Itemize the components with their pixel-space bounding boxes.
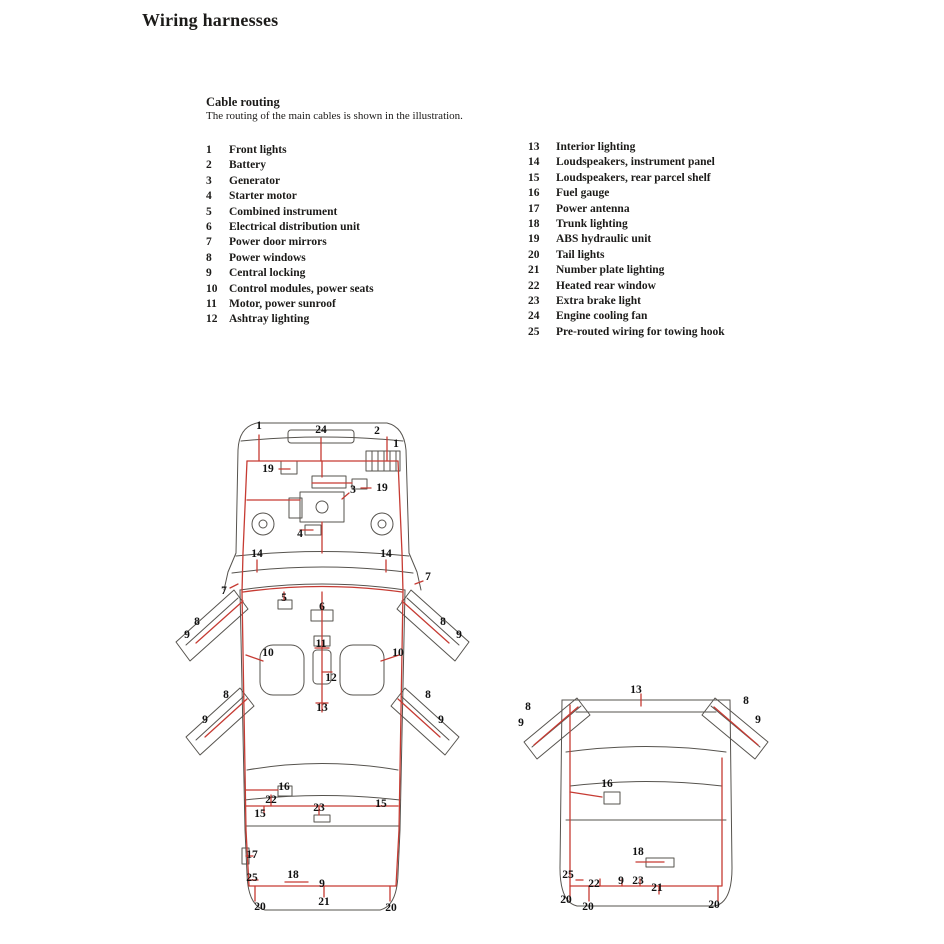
section-heading: Cable routing xyxy=(206,95,280,109)
legend-item-label: Interior lighting xyxy=(556,141,636,153)
legend-item-number: 11 xyxy=(206,298,217,311)
legend-item-label: Combined instrument xyxy=(229,205,338,218)
diagram-callout-10: 10 xyxy=(262,647,274,659)
legend-item-number: 13 xyxy=(528,141,540,153)
diagram-callout-20: 20 xyxy=(560,894,572,906)
legend-item-label: Motor, power sunroof xyxy=(229,298,336,311)
diagram-callout-8: 8 xyxy=(425,689,431,701)
legend-item-label: Loudspeakers, rear parcel shelf xyxy=(556,171,711,184)
diagram-callout-20: 20 xyxy=(708,899,720,911)
diagram-callout-9: 9 xyxy=(618,875,624,887)
legend-item-number: 4 xyxy=(206,190,212,203)
diagram-callout-24: 24 xyxy=(315,424,327,436)
brake-light-shape xyxy=(314,815,330,822)
legend-item-label: Fuel gauge xyxy=(556,187,610,200)
legend-item-number: 9 xyxy=(206,267,212,280)
diagram-callout-25: 25 xyxy=(246,872,258,884)
diagram-callout-22: 22 xyxy=(265,794,277,806)
diagram-callout-14: 14 xyxy=(251,548,263,560)
diagram-callout-18: 18 xyxy=(287,869,299,881)
diagram-callout-8: 8 xyxy=(440,616,446,628)
diagram-callout-9: 9 xyxy=(438,714,444,726)
diagram-callout-22: 22 xyxy=(588,878,600,890)
legend-item-label: Starter motor xyxy=(229,190,297,203)
legend-item-number: 7 xyxy=(206,236,212,249)
diagram-callout-9: 9 xyxy=(456,629,462,641)
diagram-callout-3: 3 xyxy=(350,484,356,496)
legend-item-number: 5 xyxy=(206,205,212,218)
engine-shape xyxy=(300,492,344,522)
diagram-callout-9: 9 xyxy=(755,714,761,726)
diagram-callout-23: 23 xyxy=(632,875,644,887)
legend-item-number: 3 xyxy=(206,174,212,187)
diagram-callout-21: 21 xyxy=(651,882,663,894)
legend-item-label: Central locking xyxy=(229,267,306,280)
diagram-callout-8: 8 xyxy=(223,689,229,701)
diagram-callout-7: 7 xyxy=(425,571,431,583)
side-car-outline xyxy=(524,698,768,906)
legend-item-number: 17 xyxy=(528,202,540,215)
legend-item-label: Extra brake light xyxy=(556,295,641,308)
diagram-callout-19: 19 xyxy=(262,463,274,475)
legend-item-number: 10 xyxy=(206,282,218,295)
legend-item-number: 1 xyxy=(206,144,212,156)
legend-item-number: 18 xyxy=(528,218,540,231)
legend-item-label: Battery xyxy=(229,159,267,172)
diagram-callout-4: 4 xyxy=(297,528,303,540)
legend-item-number: 25 xyxy=(528,325,540,338)
diagram-callout-8: 8 xyxy=(743,695,749,707)
legend-item-number: 2 xyxy=(206,159,212,172)
diagram-callout-9: 9 xyxy=(518,717,524,729)
diagram-callout-12: 12 xyxy=(325,672,337,684)
diagram-callout-9: 9 xyxy=(184,629,190,641)
legend-item-number: 15 xyxy=(528,171,540,184)
diagram-callout-15: 15 xyxy=(254,808,266,820)
diagram-callout-18: 18 xyxy=(632,846,644,858)
diagram-callout-20: 20 xyxy=(385,902,397,914)
diagram-callout-21: 21 xyxy=(318,896,330,908)
diagram-callout-9: 9 xyxy=(319,878,325,890)
generator-shape xyxy=(316,501,328,513)
legend-item-label: Trunk lighting xyxy=(556,218,628,231)
front-seat-right-shape xyxy=(340,645,384,695)
legend-item-label: Number plate lighting xyxy=(556,264,665,277)
legend-item-label: Power door mirrors xyxy=(229,236,327,249)
diagram-callout-8: 8 xyxy=(194,616,200,628)
diagram-callout-20: 20 xyxy=(582,901,594,913)
fuel-gauge-shape-side xyxy=(604,792,620,804)
legend-item-label: ABS hydraulic unit xyxy=(556,233,652,246)
legend-item-number: 20 xyxy=(528,248,540,261)
diagram-callout-2: 2 xyxy=(374,425,380,437)
diagram-callout-1: 1 xyxy=(256,420,262,432)
diagram-callout-16: 16 xyxy=(601,778,613,790)
legend-item-number: 23 xyxy=(528,295,540,308)
legend-item-number: 14 xyxy=(528,156,540,169)
diagram-callout-14: 14 xyxy=(380,548,392,560)
legend-item-label: Generator xyxy=(229,174,281,187)
legend-item-label: Ashtray lighting xyxy=(229,313,310,326)
legend-item-label: Control modules, power seats xyxy=(229,282,374,295)
section-subtitle: The routing of the main cables is shown in the illustration. xyxy=(206,110,463,122)
diagram-callout-16: 16 xyxy=(278,781,290,793)
diagram-callout-5: 5 xyxy=(281,592,287,604)
diagram-callout-25: 25 xyxy=(562,869,574,881)
diagram-callout-19: 19 xyxy=(376,482,388,494)
legend-item-number: 22 xyxy=(528,279,540,292)
diagram-callout-6: 6 xyxy=(319,601,325,613)
diagram-callout-17: 17 xyxy=(246,849,258,861)
abs-unit-shape xyxy=(281,461,297,474)
legend-item-label: Power antenna xyxy=(556,202,630,215)
legend-item-number: 12 xyxy=(206,313,218,326)
legend-item-label: Pre-routed wiring for towing hook xyxy=(556,325,725,338)
diagram-callout-15: 15 xyxy=(375,798,387,810)
page-title: Wiring harnesses xyxy=(142,10,279,30)
diagram-callout-9: 9 xyxy=(202,714,208,726)
legend-item-number: 19 xyxy=(528,233,540,246)
legend-item-label: Engine cooling fan xyxy=(556,310,648,323)
legend-item-label: Loudspeakers, instrument panel xyxy=(556,156,715,169)
diagram-callout-11: 11 xyxy=(315,638,327,650)
legend-item-label: Tail lights xyxy=(556,248,605,261)
legend-item-number: 8 xyxy=(206,251,212,264)
legend-item-label: Front lights xyxy=(229,144,287,156)
diagram-callout-13: 13 xyxy=(316,702,328,714)
legend-item-number: 16 xyxy=(528,187,540,200)
diagram-callout-13: 13 xyxy=(630,684,642,696)
legend-item-label: Electrical distribution unit xyxy=(229,221,360,234)
diagram-callout-8: 8 xyxy=(525,701,531,713)
legend-item-number: 24 xyxy=(528,310,540,323)
diagram-callout-20: 20 xyxy=(254,901,266,913)
legend-item-label: Power windows xyxy=(229,251,306,264)
diagram-callout-23: 23 xyxy=(313,802,325,814)
legend-item-number: 6 xyxy=(206,221,212,234)
legend-item-number: 21 xyxy=(528,264,540,277)
main-wiring-harness xyxy=(196,435,449,901)
diagram-callout-10: 10 xyxy=(392,647,404,659)
diagram-callout-7: 7 xyxy=(221,585,227,597)
legend-item-label: Heated rear window xyxy=(556,279,656,292)
diagram-callout-1: 1 xyxy=(393,438,399,450)
